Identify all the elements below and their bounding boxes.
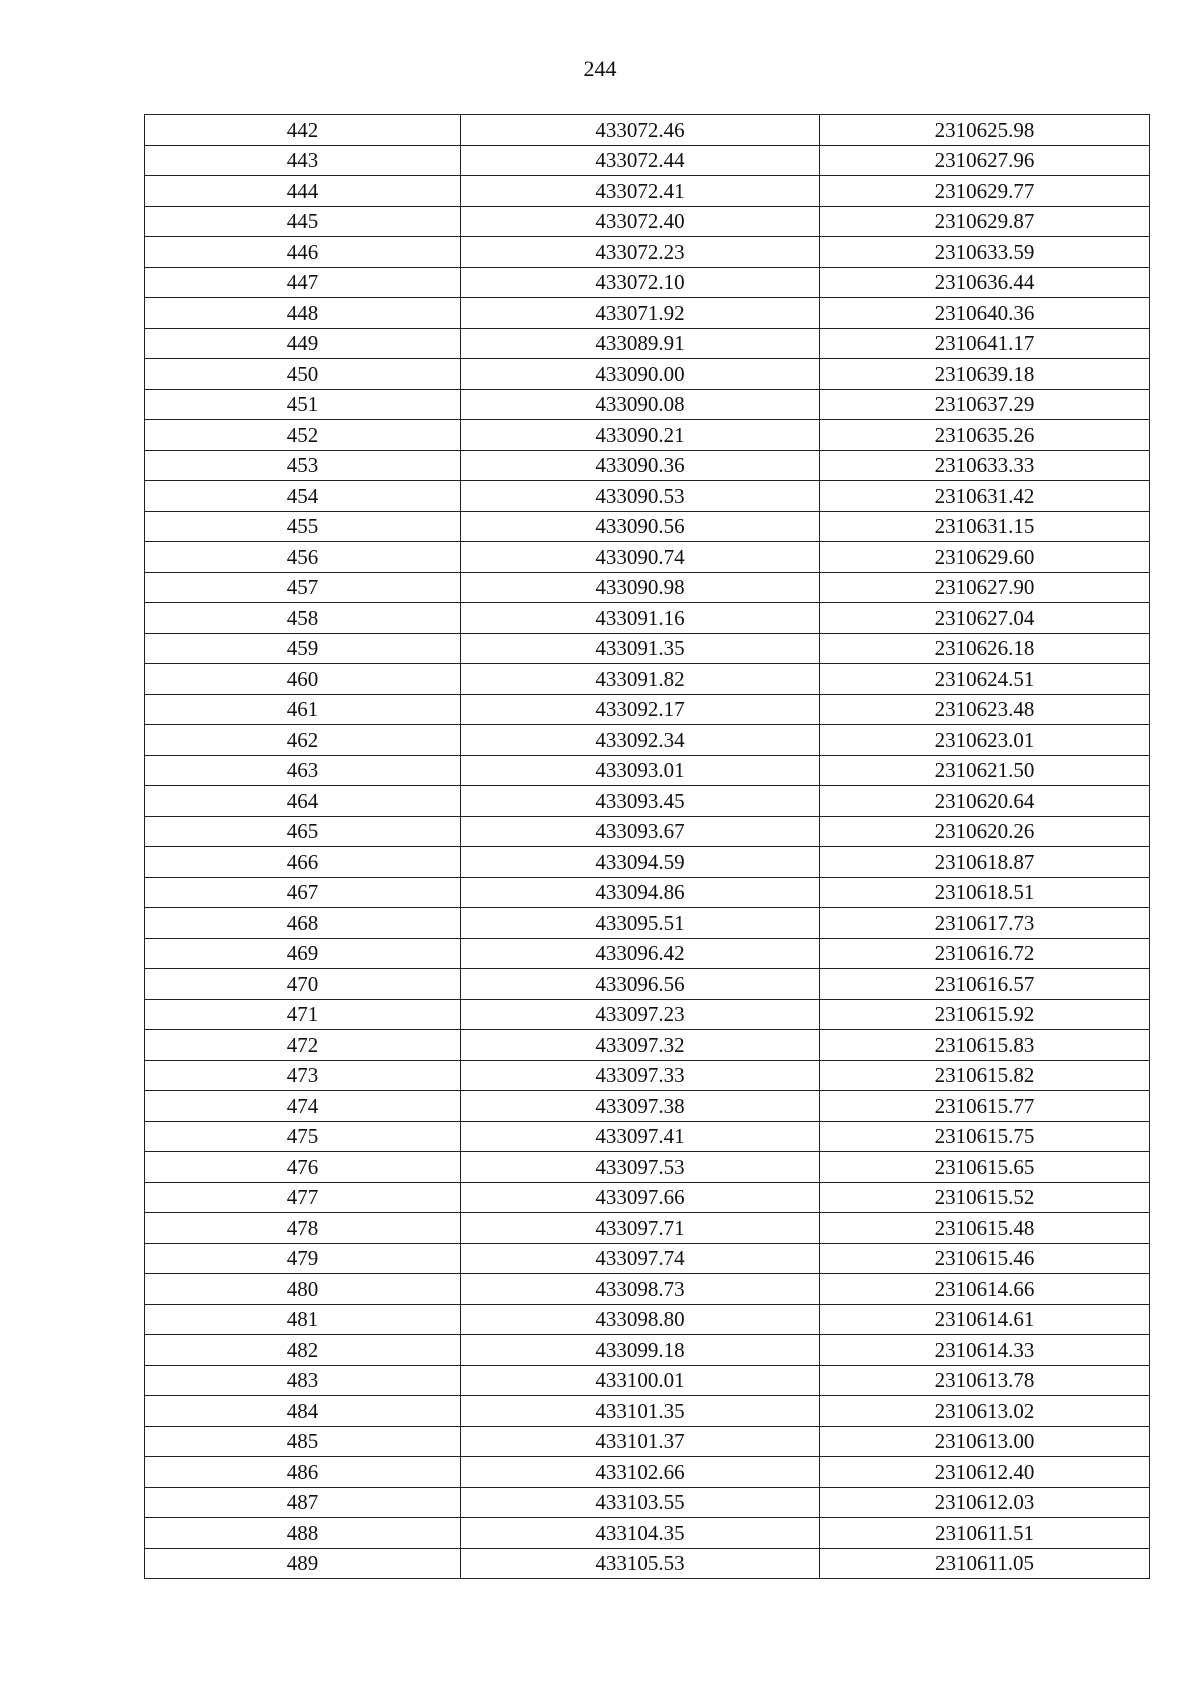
x-coordinate-cell: 433072.10 xyxy=(461,267,820,298)
table-row xyxy=(145,572,1150,603)
table-row xyxy=(145,1396,1150,1427)
y-coordinate-cell: 2310612.03 xyxy=(820,1487,1150,1518)
x-coordinate-cell: 433099.18 xyxy=(461,1335,820,1366)
table-row xyxy=(145,237,1150,268)
x-coordinate-cell: 433097.53 xyxy=(461,1152,820,1183)
x-coordinate-cell: 433072.46 xyxy=(461,115,820,146)
x-coordinate-cell: 433090.74 xyxy=(461,542,820,573)
y-coordinate-cell: 2310616.72 xyxy=(820,938,1150,969)
x-coordinate-cell: 433097.32 xyxy=(461,1030,820,1061)
x-coordinate-cell: 433071.92 xyxy=(461,298,820,329)
x-coordinate-cell: 433096.56 xyxy=(461,969,820,1000)
point-number-cell: 457 xyxy=(145,572,461,603)
y-coordinate-cell: 2310615.48 xyxy=(820,1213,1150,1244)
table-row xyxy=(145,1335,1150,1366)
x-coordinate-cell: 433090.98 xyxy=(461,572,820,603)
x-coordinate-cell: 433090.08 xyxy=(461,389,820,420)
table-row xyxy=(145,999,1150,1030)
table-row xyxy=(145,298,1150,329)
y-coordinate-cell: 2310623.48 xyxy=(820,694,1150,725)
point-number-cell: 471 xyxy=(145,999,461,1030)
table-row xyxy=(145,328,1150,359)
point-number-cell: 484 xyxy=(145,1396,461,1427)
table-row xyxy=(145,816,1150,847)
x-coordinate-cell: 433072.23 xyxy=(461,237,820,268)
table-row xyxy=(145,1121,1150,1152)
table-row xyxy=(145,359,1150,390)
y-coordinate-cell: 2310612.40 xyxy=(820,1457,1150,1488)
x-coordinate-cell: 433089.91 xyxy=(461,328,820,359)
x-coordinate-cell: 433091.16 xyxy=(461,603,820,634)
x-coordinate-cell: 433097.23 xyxy=(461,999,820,1030)
table-row xyxy=(145,267,1150,298)
table-row xyxy=(145,664,1150,695)
point-number-cell: 488 xyxy=(145,1518,461,1549)
point-number-cell: 469 xyxy=(145,938,461,969)
x-coordinate-cell: 433097.33 xyxy=(461,1060,820,1091)
x-coordinate-cell: 433092.34 xyxy=(461,725,820,756)
point-number-cell: 454 xyxy=(145,481,461,512)
y-coordinate-cell: 2310637.29 xyxy=(820,389,1150,420)
y-coordinate-cell: 2310629.77 xyxy=(820,176,1150,207)
x-coordinate-cell: 433091.35 xyxy=(461,633,820,664)
point-number-cell: 482 xyxy=(145,1335,461,1366)
x-coordinate-cell: 433096.42 xyxy=(461,938,820,969)
table-row xyxy=(145,1060,1150,1091)
x-coordinate-cell: 433098.80 xyxy=(461,1304,820,1335)
point-number-cell: 450 xyxy=(145,359,461,390)
table-row xyxy=(145,1457,1150,1488)
point-number-cell: 481 xyxy=(145,1304,461,1335)
table-row xyxy=(145,877,1150,908)
table-row xyxy=(145,1365,1150,1396)
y-coordinate-cell: 2310615.65 xyxy=(820,1152,1150,1183)
x-coordinate-cell: 433103.55 xyxy=(461,1487,820,1518)
table-row xyxy=(145,115,1150,146)
x-coordinate-cell: 433100.01 xyxy=(461,1365,820,1396)
point-number-cell: 466 xyxy=(145,847,461,878)
table-row xyxy=(145,694,1150,725)
point-number-cell: 444 xyxy=(145,176,461,207)
x-coordinate-cell: 433101.35 xyxy=(461,1396,820,1427)
y-coordinate-cell: 2310615.92 xyxy=(820,999,1150,1030)
y-coordinate-cell: 2310615.77 xyxy=(820,1091,1150,1122)
point-number-cell: 487 xyxy=(145,1487,461,1518)
x-coordinate-cell: 433105.53 xyxy=(461,1548,820,1579)
coordinate-table xyxy=(144,114,1150,1579)
point-number-cell: 474 xyxy=(145,1091,461,1122)
table-row xyxy=(145,1274,1150,1305)
y-coordinate-cell: 2310627.90 xyxy=(820,572,1150,603)
y-coordinate-cell: 2310640.36 xyxy=(820,298,1150,329)
page-number: 244 xyxy=(583,56,617,81)
y-coordinate-cell: 2310633.59 xyxy=(820,237,1150,268)
table-row xyxy=(145,755,1150,786)
point-number-cell: 477 xyxy=(145,1182,461,1213)
table-row xyxy=(145,389,1150,420)
table-row xyxy=(145,145,1150,176)
table-row xyxy=(145,786,1150,817)
point-number-cell: 445 xyxy=(145,206,461,237)
point-number-cell: 446 xyxy=(145,237,461,268)
x-coordinate-cell: 433091.82 xyxy=(461,664,820,695)
point-number-cell: 480 xyxy=(145,1274,461,1305)
y-coordinate-cell: 2310641.17 xyxy=(820,328,1150,359)
point-number-cell: 449 xyxy=(145,328,461,359)
x-coordinate-cell: 433093.45 xyxy=(461,786,820,817)
point-number-cell: 459 xyxy=(145,633,461,664)
x-coordinate-cell: 433094.59 xyxy=(461,847,820,878)
y-coordinate-cell: 2310631.42 xyxy=(820,481,1150,512)
x-coordinate-cell: 433102.66 xyxy=(461,1457,820,1488)
point-number-cell: 486 xyxy=(145,1457,461,1488)
point-number-cell: 462 xyxy=(145,725,461,756)
point-number-cell: 475 xyxy=(145,1121,461,1152)
y-coordinate-cell: 2310639.18 xyxy=(820,359,1150,390)
point-number-cell: 453 xyxy=(145,450,461,481)
point-number-cell: 451 xyxy=(145,389,461,420)
table-row xyxy=(145,176,1150,207)
x-coordinate-cell: 433090.21 xyxy=(461,420,820,451)
point-number-cell: 456 xyxy=(145,542,461,573)
x-coordinate-cell: 433097.71 xyxy=(461,1213,820,1244)
point-number-cell: 448 xyxy=(145,298,461,329)
table-row xyxy=(145,603,1150,634)
y-coordinate-cell: 2310616.57 xyxy=(820,969,1150,1000)
table-row xyxy=(145,847,1150,878)
table-row xyxy=(145,1548,1150,1579)
y-coordinate-cell: 2310626.18 xyxy=(820,633,1150,664)
x-coordinate-cell: 433101.37 xyxy=(461,1426,820,1457)
table-row xyxy=(145,1152,1150,1183)
point-number-cell: 463 xyxy=(145,755,461,786)
point-number-cell: 458 xyxy=(145,603,461,634)
point-number-cell: 460 xyxy=(145,664,461,695)
point-number-cell: 485 xyxy=(145,1426,461,1457)
table-row xyxy=(145,1243,1150,1274)
y-coordinate-cell: 2310618.51 xyxy=(820,877,1150,908)
table-row xyxy=(145,450,1150,481)
y-coordinate-cell: 2310613.02 xyxy=(820,1396,1150,1427)
x-coordinate-cell: 433094.86 xyxy=(461,877,820,908)
x-coordinate-cell: 433092.17 xyxy=(461,694,820,725)
point-number-cell: 472 xyxy=(145,1030,461,1061)
x-coordinate-cell: 433095.51 xyxy=(461,908,820,939)
point-number-cell: 483 xyxy=(145,1365,461,1396)
table-row xyxy=(145,481,1150,512)
y-coordinate-cell: 2310615.82 xyxy=(820,1060,1150,1091)
x-coordinate-cell: 433072.40 xyxy=(461,206,820,237)
x-coordinate-cell: 433097.38 xyxy=(461,1091,820,1122)
point-number-cell: 442 xyxy=(145,115,461,146)
point-number-cell: 461 xyxy=(145,694,461,725)
y-coordinate-cell: 2310629.87 xyxy=(820,206,1150,237)
point-number-cell: 464 xyxy=(145,786,461,817)
x-coordinate-cell: 433090.56 xyxy=(461,511,820,542)
table-row xyxy=(145,969,1150,1000)
table-row xyxy=(145,1030,1150,1061)
point-number-cell: 447 xyxy=(145,267,461,298)
point-number-cell: 452 xyxy=(145,420,461,451)
y-coordinate-cell: 2310614.61 xyxy=(820,1304,1150,1335)
y-coordinate-cell: 2310614.66 xyxy=(820,1274,1150,1305)
x-coordinate-cell: 433093.01 xyxy=(461,755,820,786)
y-coordinate-cell: 2310618.87 xyxy=(820,847,1150,878)
coordinate-table-body xyxy=(145,115,1150,1579)
point-number-cell: 443 xyxy=(145,145,461,176)
y-coordinate-cell: 2310620.26 xyxy=(820,816,1150,847)
x-coordinate-cell: 433098.73 xyxy=(461,1274,820,1305)
table-row xyxy=(145,938,1150,969)
x-coordinate-cell: 433104.35 xyxy=(461,1518,820,1549)
y-coordinate-cell: 2310615.75 xyxy=(820,1121,1150,1152)
table-row xyxy=(145,1518,1150,1549)
y-coordinate-cell: 2310621.50 xyxy=(820,755,1150,786)
y-coordinate-cell: 2310629.60 xyxy=(820,542,1150,573)
y-coordinate-cell: 2310617.73 xyxy=(820,908,1150,939)
table-row xyxy=(145,1487,1150,1518)
x-coordinate-cell: 433072.44 xyxy=(461,145,820,176)
point-number-cell: 467 xyxy=(145,877,461,908)
point-number-cell: 455 xyxy=(145,511,461,542)
y-coordinate-cell: 2310611.51 xyxy=(820,1518,1150,1549)
y-coordinate-cell: 2310611.05 xyxy=(820,1548,1150,1579)
table-row xyxy=(145,1213,1150,1244)
x-coordinate-cell: 433097.41 xyxy=(461,1121,820,1152)
x-coordinate-cell: 433097.66 xyxy=(461,1182,820,1213)
y-coordinate-cell: 2310615.83 xyxy=(820,1030,1150,1061)
table-row xyxy=(145,1182,1150,1213)
point-number-cell: 473 xyxy=(145,1060,461,1091)
y-coordinate-cell: 2310614.33 xyxy=(820,1335,1150,1366)
y-coordinate-cell: 2310615.46 xyxy=(820,1243,1150,1274)
y-coordinate-cell: 2310627.96 xyxy=(820,145,1150,176)
point-number-cell: 479 xyxy=(145,1243,461,1274)
x-coordinate-cell: 433090.36 xyxy=(461,450,820,481)
x-coordinate-cell: 433093.67 xyxy=(461,816,820,847)
point-number-cell: 478 xyxy=(145,1213,461,1244)
y-coordinate-cell: 2310613.78 xyxy=(820,1365,1150,1396)
point-number-cell: 489 xyxy=(145,1548,461,1579)
y-coordinate-cell: 2310613.00 xyxy=(820,1426,1150,1457)
point-number-cell: 465 xyxy=(145,816,461,847)
y-coordinate-cell: 2310625.98 xyxy=(820,115,1150,146)
y-coordinate-cell: 2310627.04 xyxy=(820,603,1150,634)
x-coordinate-cell: 433090.53 xyxy=(461,481,820,512)
x-coordinate-cell: 433090.00 xyxy=(461,359,820,390)
y-coordinate-cell: 2310623.01 xyxy=(820,725,1150,756)
table-row xyxy=(145,908,1150,939)
table-row xyxy=(145,633,1150,664)
y-coordinate-cell: 2310633.33 xyxy=(820,450,1150,481)
point-number-cell: 468 xyxy=(145,908,461,939)
table-row xyxy=(145,725,1150,756)
y-coordinate-cell: 2310620.64 xyxy=(820,786,1150,817)
x-coordinate-cell: 433097.74 xyxy=(461,1243,820,1274)
x-coordinate-cell: 433072.41 xyxy=(461,176,820,207)
table-row xyxy=(145,206,1150,237)
y-coordinate-cell: 2310615.52 xyxy=(820,1182,1150,1213)
y-coordinate-cell: 2310631.15 xyxy=(820,511,1150,542)
y-coordinate-cell: 2310635.26 xyxy=(820,420,1150,451)
y-coordinate-cell: 2310636.44 xyxy=(820,267,1150,298)
table-row xyxy=(145,1091,1150,1122)
y-coordinate-cell: 2310624.51 xyxy=(820,664,1150,695)
point-number-cell: 476 xyxy=(145,1152,461,1183)
point-number-cell: 470 xyxy=(145,969,461,1000)
table-row xyxy=(145,1426,1150,1457)
table-row xyxy=(145,1304,1150,1335)
table-row xyxy=(145,542,1150,573)
table-row xyxy=(145,420,1150,451)
table-row xyxy=(145,511,1150,542)
